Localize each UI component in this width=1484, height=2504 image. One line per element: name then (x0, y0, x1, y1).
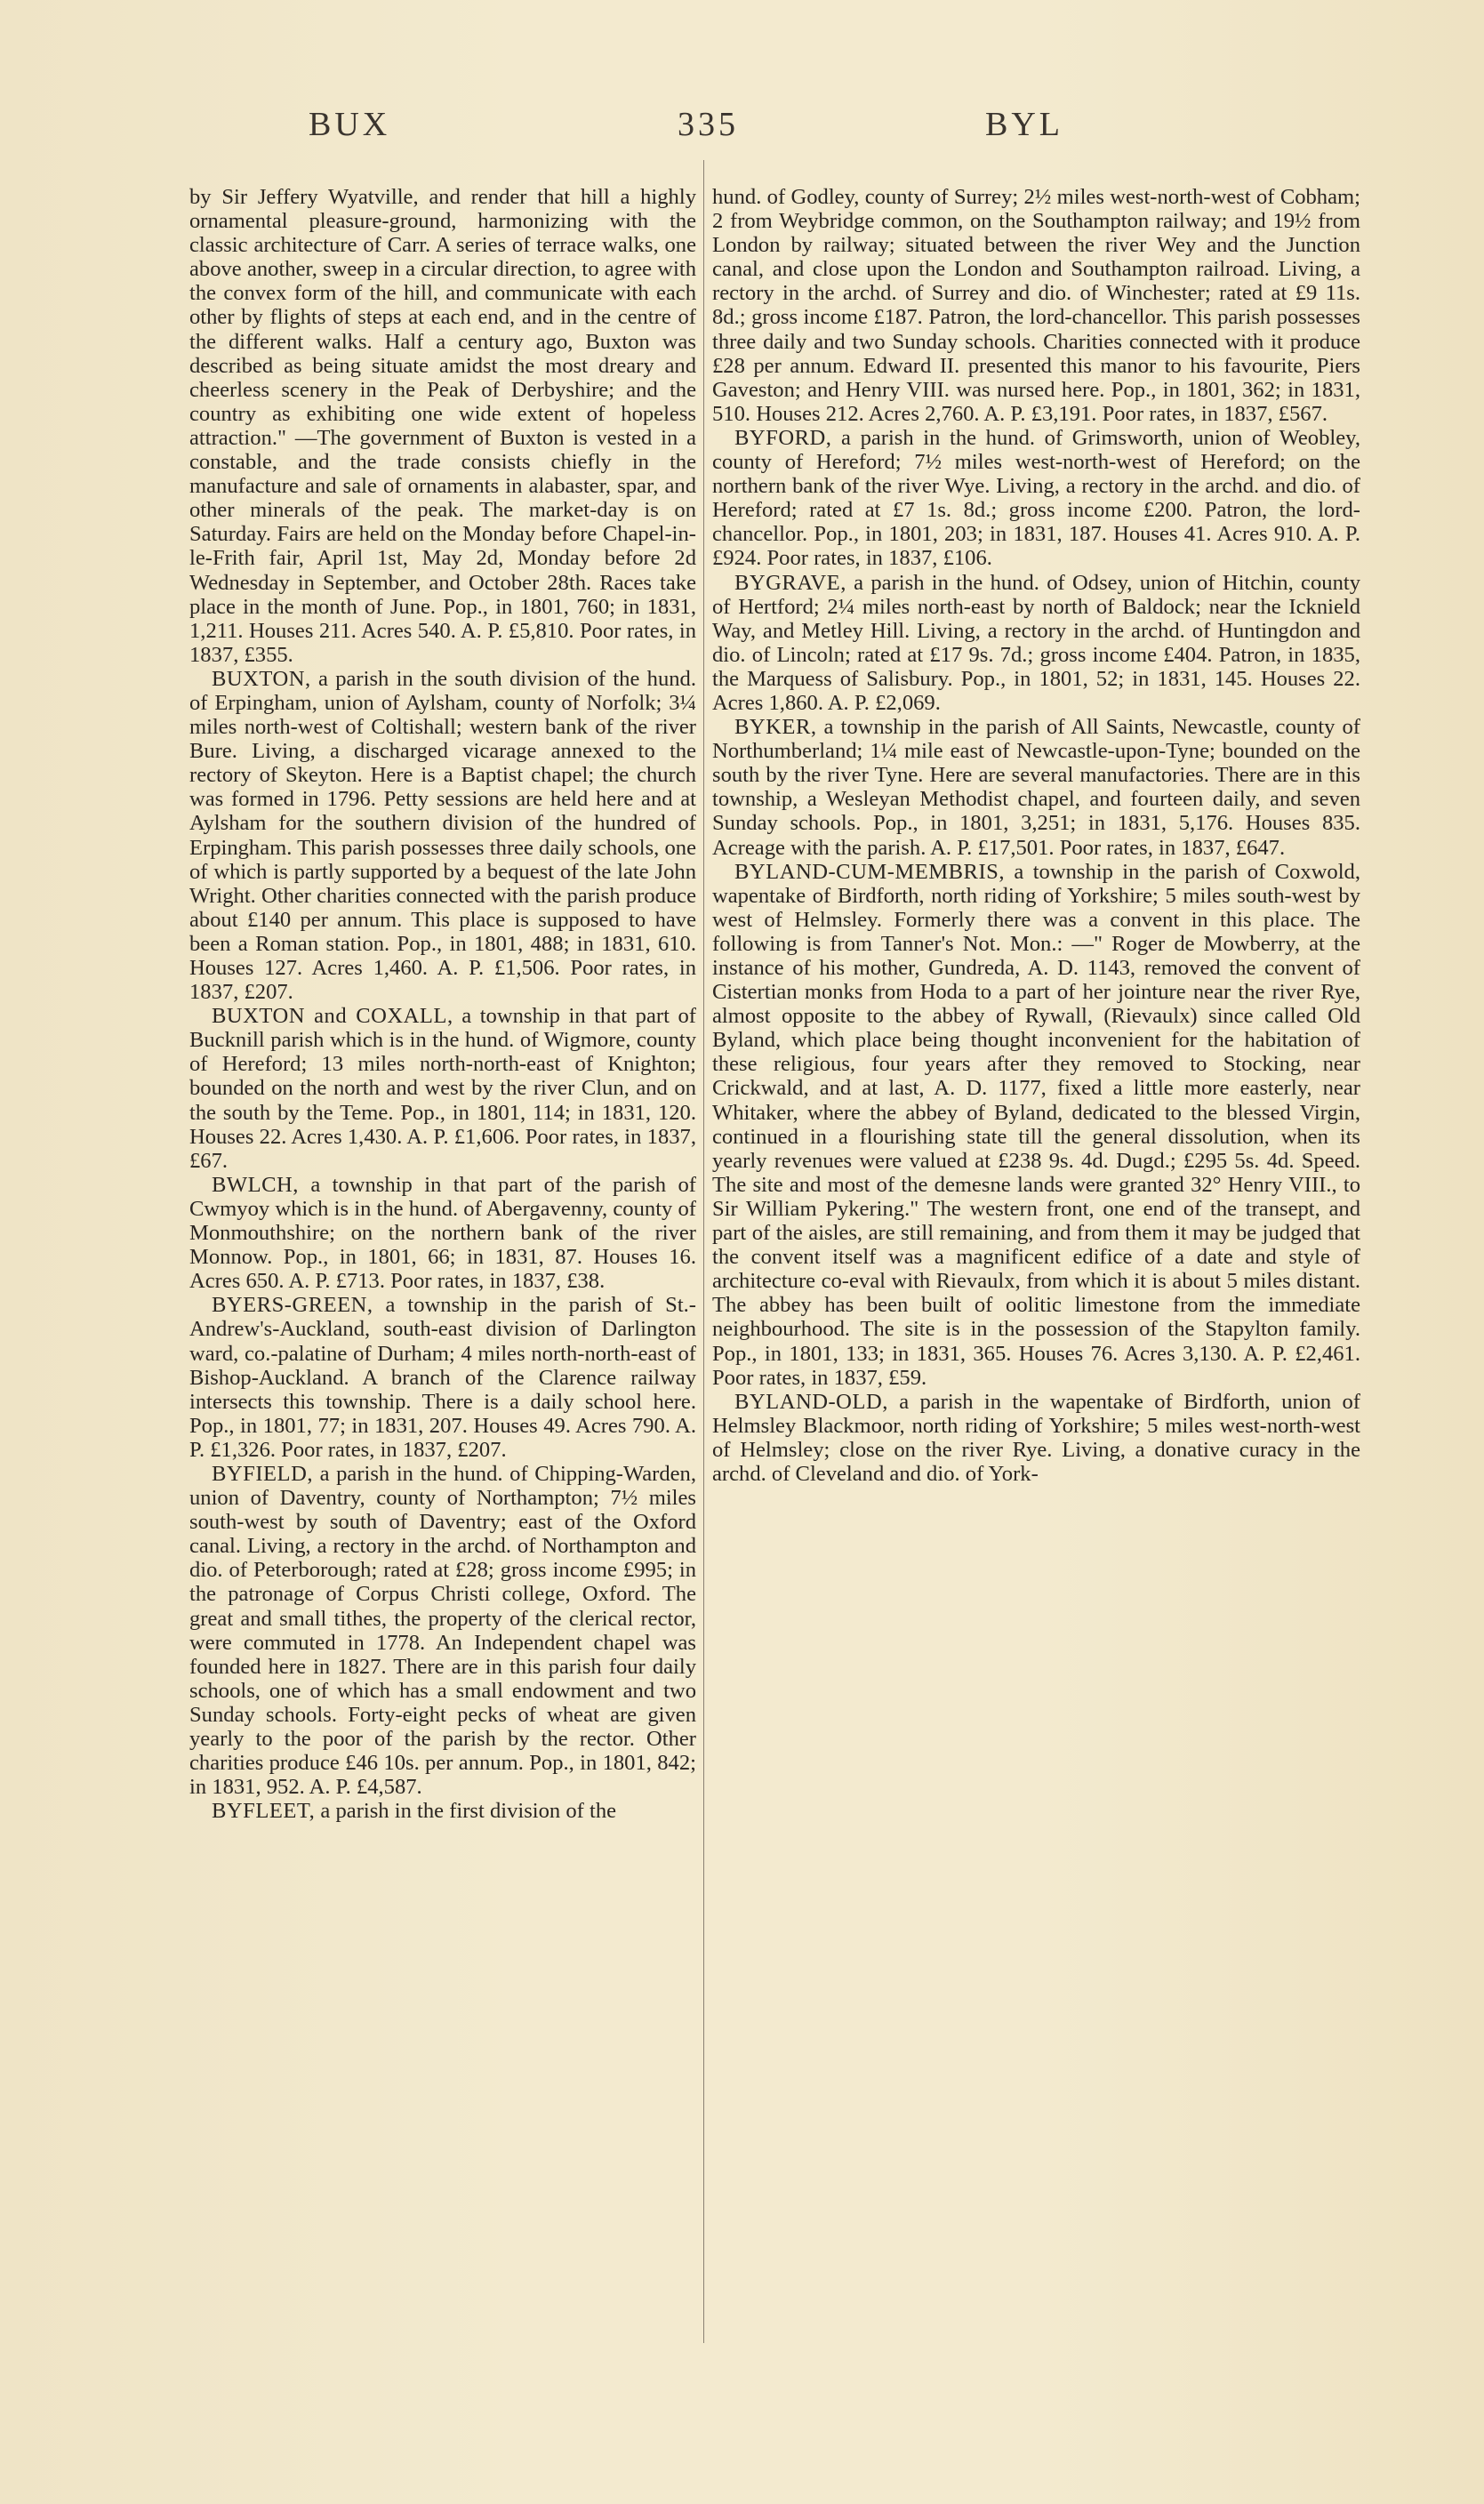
gazetteer-entry (189, 185, 696, 667)
entry-text: a township in that part of Bucknill parish which is in the hund. of Wigmore, county of Hereford; 13 miles north-north-east of Knighton; bounded on the north and west by the river Clun, and on the south by the Teme. Pop., in 1801, 114; in 1831, 120. Houses 22. Acres 1,430. A. P. £1,606. Poor rates, in 1837, £67. (189, 1004, 696, 1173)
entry-text: a parish in the wapentake of Birdforth, union of Helmsley Blackmoor, north riding of Yorkshire; 5 miles west-north-west of Helmsley; close on the river Rye. Living, a donative curacy in the archd. of Cleveland and dio. of York- (712, 1389, 1360, 1486)
entry-name: BYFLEET, (212, 1799, 316, 1824)
entry-text: a township in the parish of Coxwold, wapentake of Birdforth, north riding of Yorkshire; 5 miles south-west by west of Helmsley. Formerly there was a convent in this place. The following is from Tanner's Not. Mon.: —" Roger de Mowberry, at the instance of his mother, Gundreda, A. D. 1143, removed the convent of Cistertian monks from Hoda to a part of her jointure near the river Rye, almost opposite to the abbey of Rywall, (Rievaulx) since called Old Byland, which place being thought inconvenient for the habitation of these religious, four years after they removed to Stocking, near Crickwald, and at last, A. D. 1177, fixed a little more easterly, near Whitaker, where the abbey of Byland, dedicated to the blessed Virgin, continued in a flourishing state till the general dissolution, when its yearly revenues were valued at £238 9s. 4d. Dugd.; £295 5s. 4d. Speed. The site and most of the demesne lands were granted 32° Henry VIII., to Sir William Pykering." The western front, one end of the transept, and part of the aisles, are still remaining, and from them it may be judged that the convent itself was a magnificent edifice of a date and style of architecture co-eval with Rievaulx, from which it is about 5 miles distant. The abbey has been built of oolitic limestone from the immediate neighbourhood. The site is in the possession of the Stapylton family. Pop., in 1801, 133; in 1831, 365. Houses 76. Acres 3,130. A. P. £2,461. Poor rates, in 1837, £59. (712, 859, 1360, 1390)
entry-text: a parish in the hund. of Chipping-Warden, union of Daventry, county of Northampton; 7½ miles south-west by south of Daventry; east of the Oxford canal. Living, a rectory in the archd. of Northampton and dio. of Peterborough; rated at £28; gross income £995; in the patronage of Corpus Christi college, Oxford. The great and small tithes, the property of the clerical rector, were commuted in 1778. An Independent chapel was founded here in 1827. There are in this parish four daily schools, one of which has a small endowment and two Sunday schools. Forty-eight pecks of wheat are given yearly to the poor of the parish by the rector. Other charities produce £46 10s. per annum. Pop., in 1801, 842; in 1831, 952. A. P. £4,587. (189, 1461, 696, 1800)
gazetteer-entry (712, 426, 1360, 571)
entry-name: BYFIELD, (212, 1461, 313, 1486)
gazetteer-entry (189, 1004, 696, 1173)
entry-name: BYLAND-CUM-MEMBRIS, (734, 859, 1005, 884)
entry-name: BUXTON, (212, 666, 311, 691)
gazetteer-entry (189, 1799, 696, 1823)
entry-text: a parish in the hund. of Grimsworth, union of Weobley, county of Hereford; 7½ miles west-north-west of Hereford; on the northern bank of the river Wye. Living, a rectory in the archd. and dio. of Hereford; rated at £7 1s. 8d.; gross income £200. Patron, the lord-chancellor. Pop., in 1801, 203; in 1831, 187. Houses 41. Acres 910. A. P. £924. Poor rates, in 1837, £106. (712, 425, 1360, 571)
entry-name: BYKER, (734, 715, 817, 740)
entry-text: by Sir Jeffery Wyatville, and render that hill a highly ornamental pleasure-ground, harmonizing with the classic architecture of Carr. A series of terrace walks, one above another, sweep in a circular direction, to agree with the convex form of the hill, and communicate with each other by flights of steps at each end, and in the centre of the different walks. Half a century ago, Buxton was described as being situate amidst the most dreary and cheerless scenery in the Peak of Derbyshire; and the country as exhibiting one wide extent of hopeless attraction." —The government of Buxton is vested in a constable, and the trade consists chiefly in the manufacture and sale of ornaments in alabaster, spar, and other minerals of the peak. The market-day is on Saturday. Fairs are held on the Monday before Chapel-in-le-Frith fair, April 1st, May 2d, Monday before 2d Wednesday in September, and October 28th. Races take place in the month of June. Pop., in 1801, 760; in 1831, 1,211. Houses 211. Acres 540. A. P. £5,810. Poor rates, in 1837, £355. (189, 185, 696, 667)
entry-text: a township in the parish of St.-Andrew's-Auckland, south-east division of Darlington ward, co.-palatine of Durham; 4 miles north-north-east of Bishop-Auckland. A branch of the Clarence railway intersects this township. There is a daily school here. Pop., in 1801, 77; in 1831, 207. Houses 49. Acres 790. A. P. £1,326. Poor rates, in 1837, £207. (189, 1293, 696, 1462)
entry-text: a parish in the south division of the hund. of Erpingham, union of Aylsham, county of Norfolk; 3¼ miles north-west of Coltishall; western bank of the river Bure. Living, a discharged vicarage annexed to the rectory of Skeyton. Here is a Baptist chapel; the church was formed in 1796. Petty sessions are held here and at Aylsham for the southern division of the hundred of Erpingham. This parish possesses three daily schools, one of which is partly supported by a bequest of the late John Wright. Other charities connected with the parish produce about £140 per annum. This place is supposed to have been a Roman station. Pop., in 1801, 488; in 1831, 610. Houses 127. Acres 1,460. A. P. £1,506. Poor rates, in 1837, £207. (189, 666, 696, 1005)
gazetteer-entry (189, 1293, 696, 1462)
entry-name: BYGRAVE, (734, 570, 846, 595)
header-right-guide-word: BYL (985, 106, 1063, 143)
entry-name: BUXTON and COXALL, (212, 1004, 453, 1029)
gazetteer-entry (712, 185, 1360, 426)
gazetteer-entry (712, 860, 1360, 1390)
column-divider (703, 160, 704, 2343)
running-header (0, 105, 1484, 158)
entry-name: BWLCH, (212, 1172, 299, 1197)
entry-name: BYFORD, (734, 425, 832, 450)
left-column (189, 185, 696, 1823)
gazetteer-entry (712, 1390, 1360, 1486)
gazetteer-entry (712, 715, 1360, 860)
entry-name: BYLAND-OLD, (734, 1389, 888, 1414)
page-number: 335 (678, 106, 739, 143)
entry-text: a parish in the hund. of Odsey, union of Hitchin, county of Hertford; 2¼ miles north-east by north of Baldock; near the Icknield Way, and Metley Hill. Living, a rectory in the archd. of Huntingdon and dio. of Lincoln; rated at £17 9s. 7d.; gross income £404. Patron, in 1835, the Marquess of Salisbury. Pop., in 1801, 52; in 1831, 145. Houses 22. Acres 1,860. A. P. £2,069. (712, 570, 1360, 715)
entry-text: a township in the parish of All Saints, Newcastle, county of Northumberland; 1¼ mile east of Newcastle-upon-Tyne; bounded on the south by the river Tyne. Here are several manufactories. There are in this township, a Wesleyan Methodist chapel, and fourteen daily, and seven Sunday schools. Pop., in 1801, 3,251; in 1831, 5,176. Houses 835. Acreage with the parish. A. P. £17,501. Poor rates, in 1837, £647. (712, 715, 1360, 860)
gazetteer-entry (189, 1173, 696, 1293)
entry-text: hund. of Godley, county of Surrey; 2½ miles west-north-west of Cobham; 2 from Weybridge common, on the Southampton railway; and 19½ from London by railway; situated between the river Wey and the Junction canal, and close upon the London and Southampton railroad. Living, a rectory in the archd. of Surrey and dio. of Winchester; rated at £9 11s. 8d.; gross income £187. Patron, the lord-chancellor. This parish possesses three daily and two Sunday schools. Charities connected with it produce £28 per annum. Edward II. presented this manor to his favourite, Piers Gaveston; and Henry VIII. was nursed here. Pop., in 1801, 362; in 1831, 510. Houses 212. Acres 2,760. A. P. £3,191. Poor rates, in 1837, £567. (712, 185, 1360, 426)
header-left-guide-word: BUX (309, 106, 391, 143)
entry-text: a township in that part of the parish of Cwmyoy which is in the hund. of Abergavenny, county of Monmouthshire; on the northern bank of the river Monnow. Pop., in 1801, 66; in 1831, 87. Houses 16. Acres 650. A. P. £713. Poor rates, in 1837, £38. (189, 1172, 696, 1294)
entry-text: a parish in the first division of the (315, 1799, 617, 1824)
right-column (712, 185, 1360, 1486)
gazetteer-entry (189, 1462, 696, 1799)
gazetteer-entry (712, 571, 1360, 716)
entry-name: BYERS-GREEN, (212, 1293, 373, 1318)
gazetteer-entry (189, 667, 696, 1004)
